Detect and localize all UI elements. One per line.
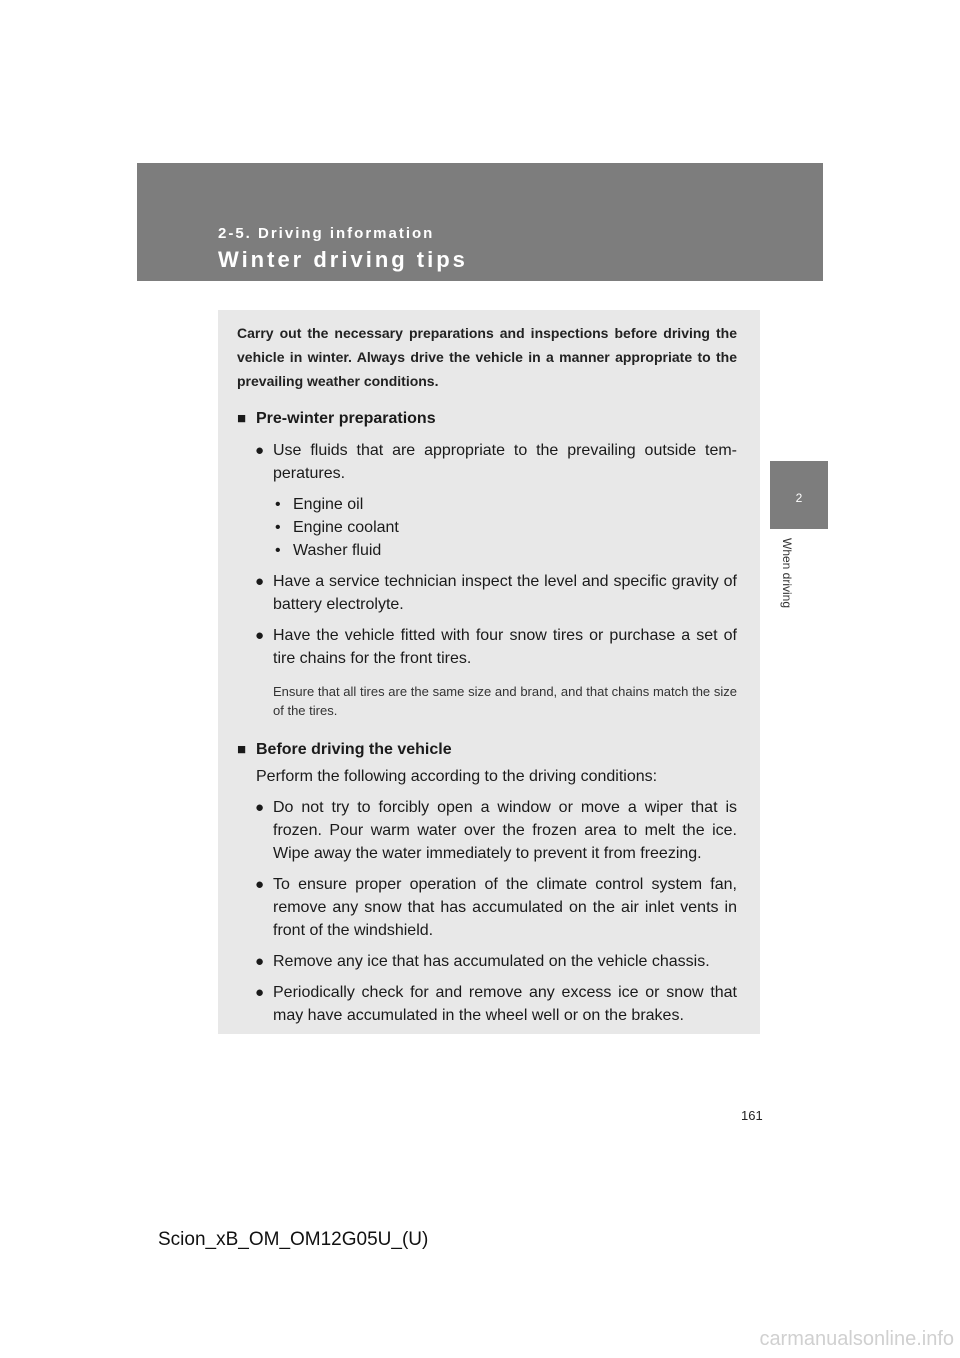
chapter-number: 2 [795,491,803,505]
list-item-text: Periodically check for and remove any excess ice or snow that may have accumulated in the wheel well or on the brakes. [273,984,737,1024]
section-heading-before-driving [237,738,737,762]
list-item [237,873,737,942]
circle-bullet-icon: ● [255,984,265,1001]
circle-bullet-icon: ● [255,573,265,590]
list-item [237,981,737,1027]
chapter-label: When driving [780,538,794,609]
list-item-text: Do not try to forcibly open a window or move a wiper that is frozen. Pour warm water over the frozen area to melt the ice. Wipe away the water immediately to prevent it from freezing. [273,799,737,862]
circle-bullet-icon: ● [255,953,265,970]
list-item-text: Use fluids that are appropriate to the prevailing outside temperatures. [273,442,737,482]
list-item [237,570,737,616]
sub-list-item: • Engine oil [275,496,364,513]
list-item [237,796,737,865]
list-item [237,439,737,485]
circle-bullet-icon: ● [255,442,265,459]
circle-bullet-icon: ● [255,799,265,816]
page-number: 161 [741,1108,763,1123]
circle-bullet-icon: ● [255,627,265,644]
tires-note: Ensure that all tires are the same size and brand, and that chains match the size of the tires. [273,684,737,718]
lead-text: Perform the following according to the driving conditions: [256,768,658,785]
list-item-text: Have the vehicle fitted with four snow tires or purchase a set of tire chains for the front tires. [273,627,737,667]
list-item [237,624,737,670]
list-item-text: Have a service technician inspect the level and specific gravity of battery electrolyte. [273,573,737,613]
list-item [237,950,737,973]
section-heading-pre-winter [237,407,737,431]
header-band [137,163,823,281]
sub-list-item: • Washer fluid [275,542,382,559]
list-item-text: Remove any ice that has accumulated on the vehicle chassis. [273,953,710,970]
document-id: Scion_xB_OM_OM12G05U_(U) [158,1229,429,1250]
fluid-list [237,493,737,562]
square-bullet-icon: ■ [237,410,247,427]
circle-bullet-icon: ● [255,876,265,893]
sub-list-item: • Engine coolant [275,519,399,536]
content-box [218,310,760,1034]
heading-text: Before driving the vehicle [256,741,452,758]
intro-text: Carry out the necessary preparations and inspections before driving the vehicle in winter. Always drive the vehicle in a manner appropriate to the prevailing weather conditions. [237,325,737,389]
chapter-tab [770,461,828,529]
heading-text: Pre-winter preparations [256,410,436,427]
content-inner [237,321,737,1027]
page-title: Winter driving tips [218,247,468,272]
list-item-text: To ensure proper operation of the climate control system fan, remove any snow that has accumulated on the air inlet vents in front of the windshield. [273,876,737,939]
section-label: 2-5. Driving information [218,225,435,242]
square-bullet-icon: ■ [237,741,247,758]
watermark: carmanualsonline.info [759,1328,954,1350]
